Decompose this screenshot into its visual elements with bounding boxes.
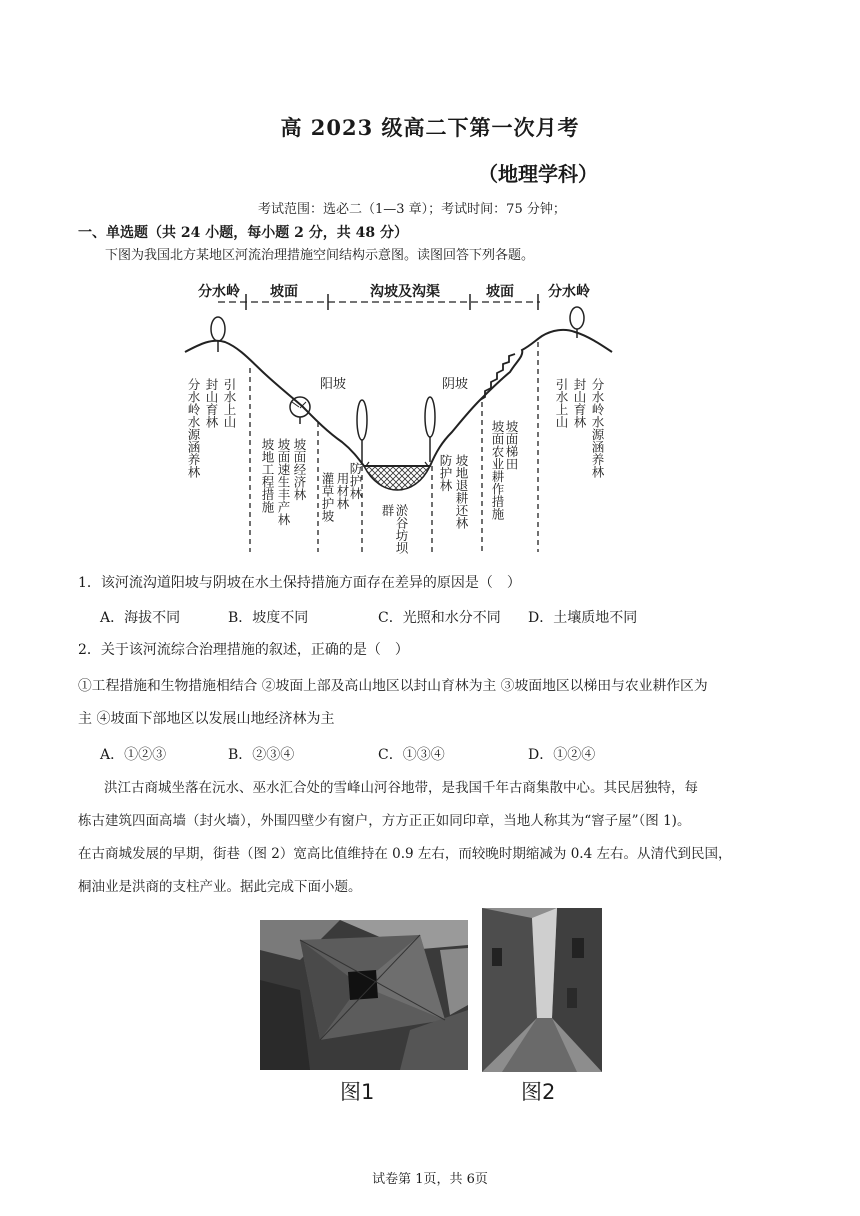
figure-1-photo [260, 920, 468, 1070]
passage-line-4: 桐油业是洪商的支柱产业。据此完成下面小题。 [78, 879, 362, 895]
measure-label: 用材林 [335, 472, 350, 510]
figure-1-caption: 图1 [340, 1080, 375, 1104]
measure-label: 分水岭水源涵养林 [186, 378, 201, 478]
page-footer: 试卷第 1页，共 6页 [372, 1172, 488, 1187]
question-2-stem: 2．关于该河流综合治理措施的叙述，正确的是（ ） [78, 642, 409, 658]
measure-label: 坡地退耕还林 [454, 454, 469, 529]
label-sunny-slope: 阳坡 [320, 377, 347, 392]
measure-label: 引水上山 [222, 378, 237, 428]
section-heading: 一、单选题（共 24 小题，每小题 2 分，共 48 分） [78, 225, 408, 241]
tree-icon [357, 400, 367, 464]
page-title: 高 2023 级高二下第一次月考 [280, 115, 580, 140]
tree-icon [570, 307, 584, 338]
measure-label: 防护林 [348, 462, 363, 500]
subject-title: （地理学科） [478, 162, 598, 186]
figure-2-caption: 图2 [521, 1080, 556, 1104]
measure-label: 防护林 [438, 454, 453, 492]
measure-label: 引水上山 [554, 378, 569, 428]
measure-label: 坡面梯田 [504, 420, 519, 470]
measure-label: 灌草护坡 [320, 472, 335, 522]
figure-2-photo [482, 908, 602, 1072]
question-1-stem: 1．该河流沟道阳坡与阴坡在水土保持措施方面存在差异的原因是（ ） [78, 575, 521, 591]
question-2-statements: ①工程措施和生物措施相结合 ②坡面上部及高山地区以封山育林为主 ③坡面地区以梯田与农业耕作区为 [78, 678, 708, 694]
q2-option-d[interactable]: D．①②④ [528, 747, 596, 763]
measure-label: 坡面农业耕作措施 [490, 420, 505, 520]
q2-option-a[interactable]: A．①②③ [100, 747, 167, 763]
label-watershed-left: 分水岭 [198, 284, 240, 300]
q2-option-c[interactable]: C．①③④ [378, 747, 445, 763]
measure-label: 封山育林 [572, 378, 587, 428]
measure-label: 淤谷坊坝群 [380, 504, 409, 554]
intro-text: 下图为我国北方某地区河流治理措施空间结构示意图。读图回答下列各题。 [105, 248, 535, 263]
tree-icon [425, 397, 435, 462]
label-slope-right: 坡面 [486, 284, 514, 300]
q1-option-b[interactable]: B．坡度不同 [228, 610, 309, 626]
measure-label: 坡地工程措施 [260, 438, 275, 513]
measure-label: 封山育林 [204, 378, 219, 428]
measure-label: 分水岭水源涵养林 [590, 378, 605, 478]
passage-line-1: 洪江古商城坐落在沅水、巫水汇合处的雪峰山河谷地带，是我国千年古商集散中心。其民居独特，每 [104, 780, 698, 796]
q2-option-b[interactable]: B．②③④ [228, 747, 295, 763]
label-slope-left: 坡面 [270, 284, 298, 300]
q1-option-d[interactable]: D．土壤质地不同 [528, 610, 638, 626]
label-watershed-right: 分水岭 [548, 284, 590, 300]
exam-scope: 考试范围：选必二（1—3 章）；考试时间：75 分钟； [258, 202, 566, 217]
passage-line-3: 在古商城发展的早期，街巷（图 2）宽高比值维持在 0.9 左右，而较晚时期缩减为 0.4 左右。从清代到民国， [78, 846, 732, 862]
measure-label: 坡面经济林 [292, 438, 307, 501]
passage-line-2: 栋古建筑四面高墙（封火墙），外围四壁少有窗户，方方正正如同印章，当地人称其为“窨子屋”（图 1)。 [78, 813, 691, 829]
measure-label: 坡面速生丰产林 [276, 438, 291, 526]
river-diagram [180, 272, 630, 562]
tree-icon [211, 317, 225, 352]
q1-option-c[interactable]: C．光照和水分不同 [378, 610, 501, 626]
label-gully: 沟坡及沟渠 [370, 284, 440, 300]
question-2-statements-cont: 主 ④坡面下部地区以发展山地经济林为主 [78, 711, 335, 727]
q1-option-a[interactable]: A．海拔不同 [100, 610, 181, 626]
label-shady-slope: 阴坡 [442, 377, 469, 392]
